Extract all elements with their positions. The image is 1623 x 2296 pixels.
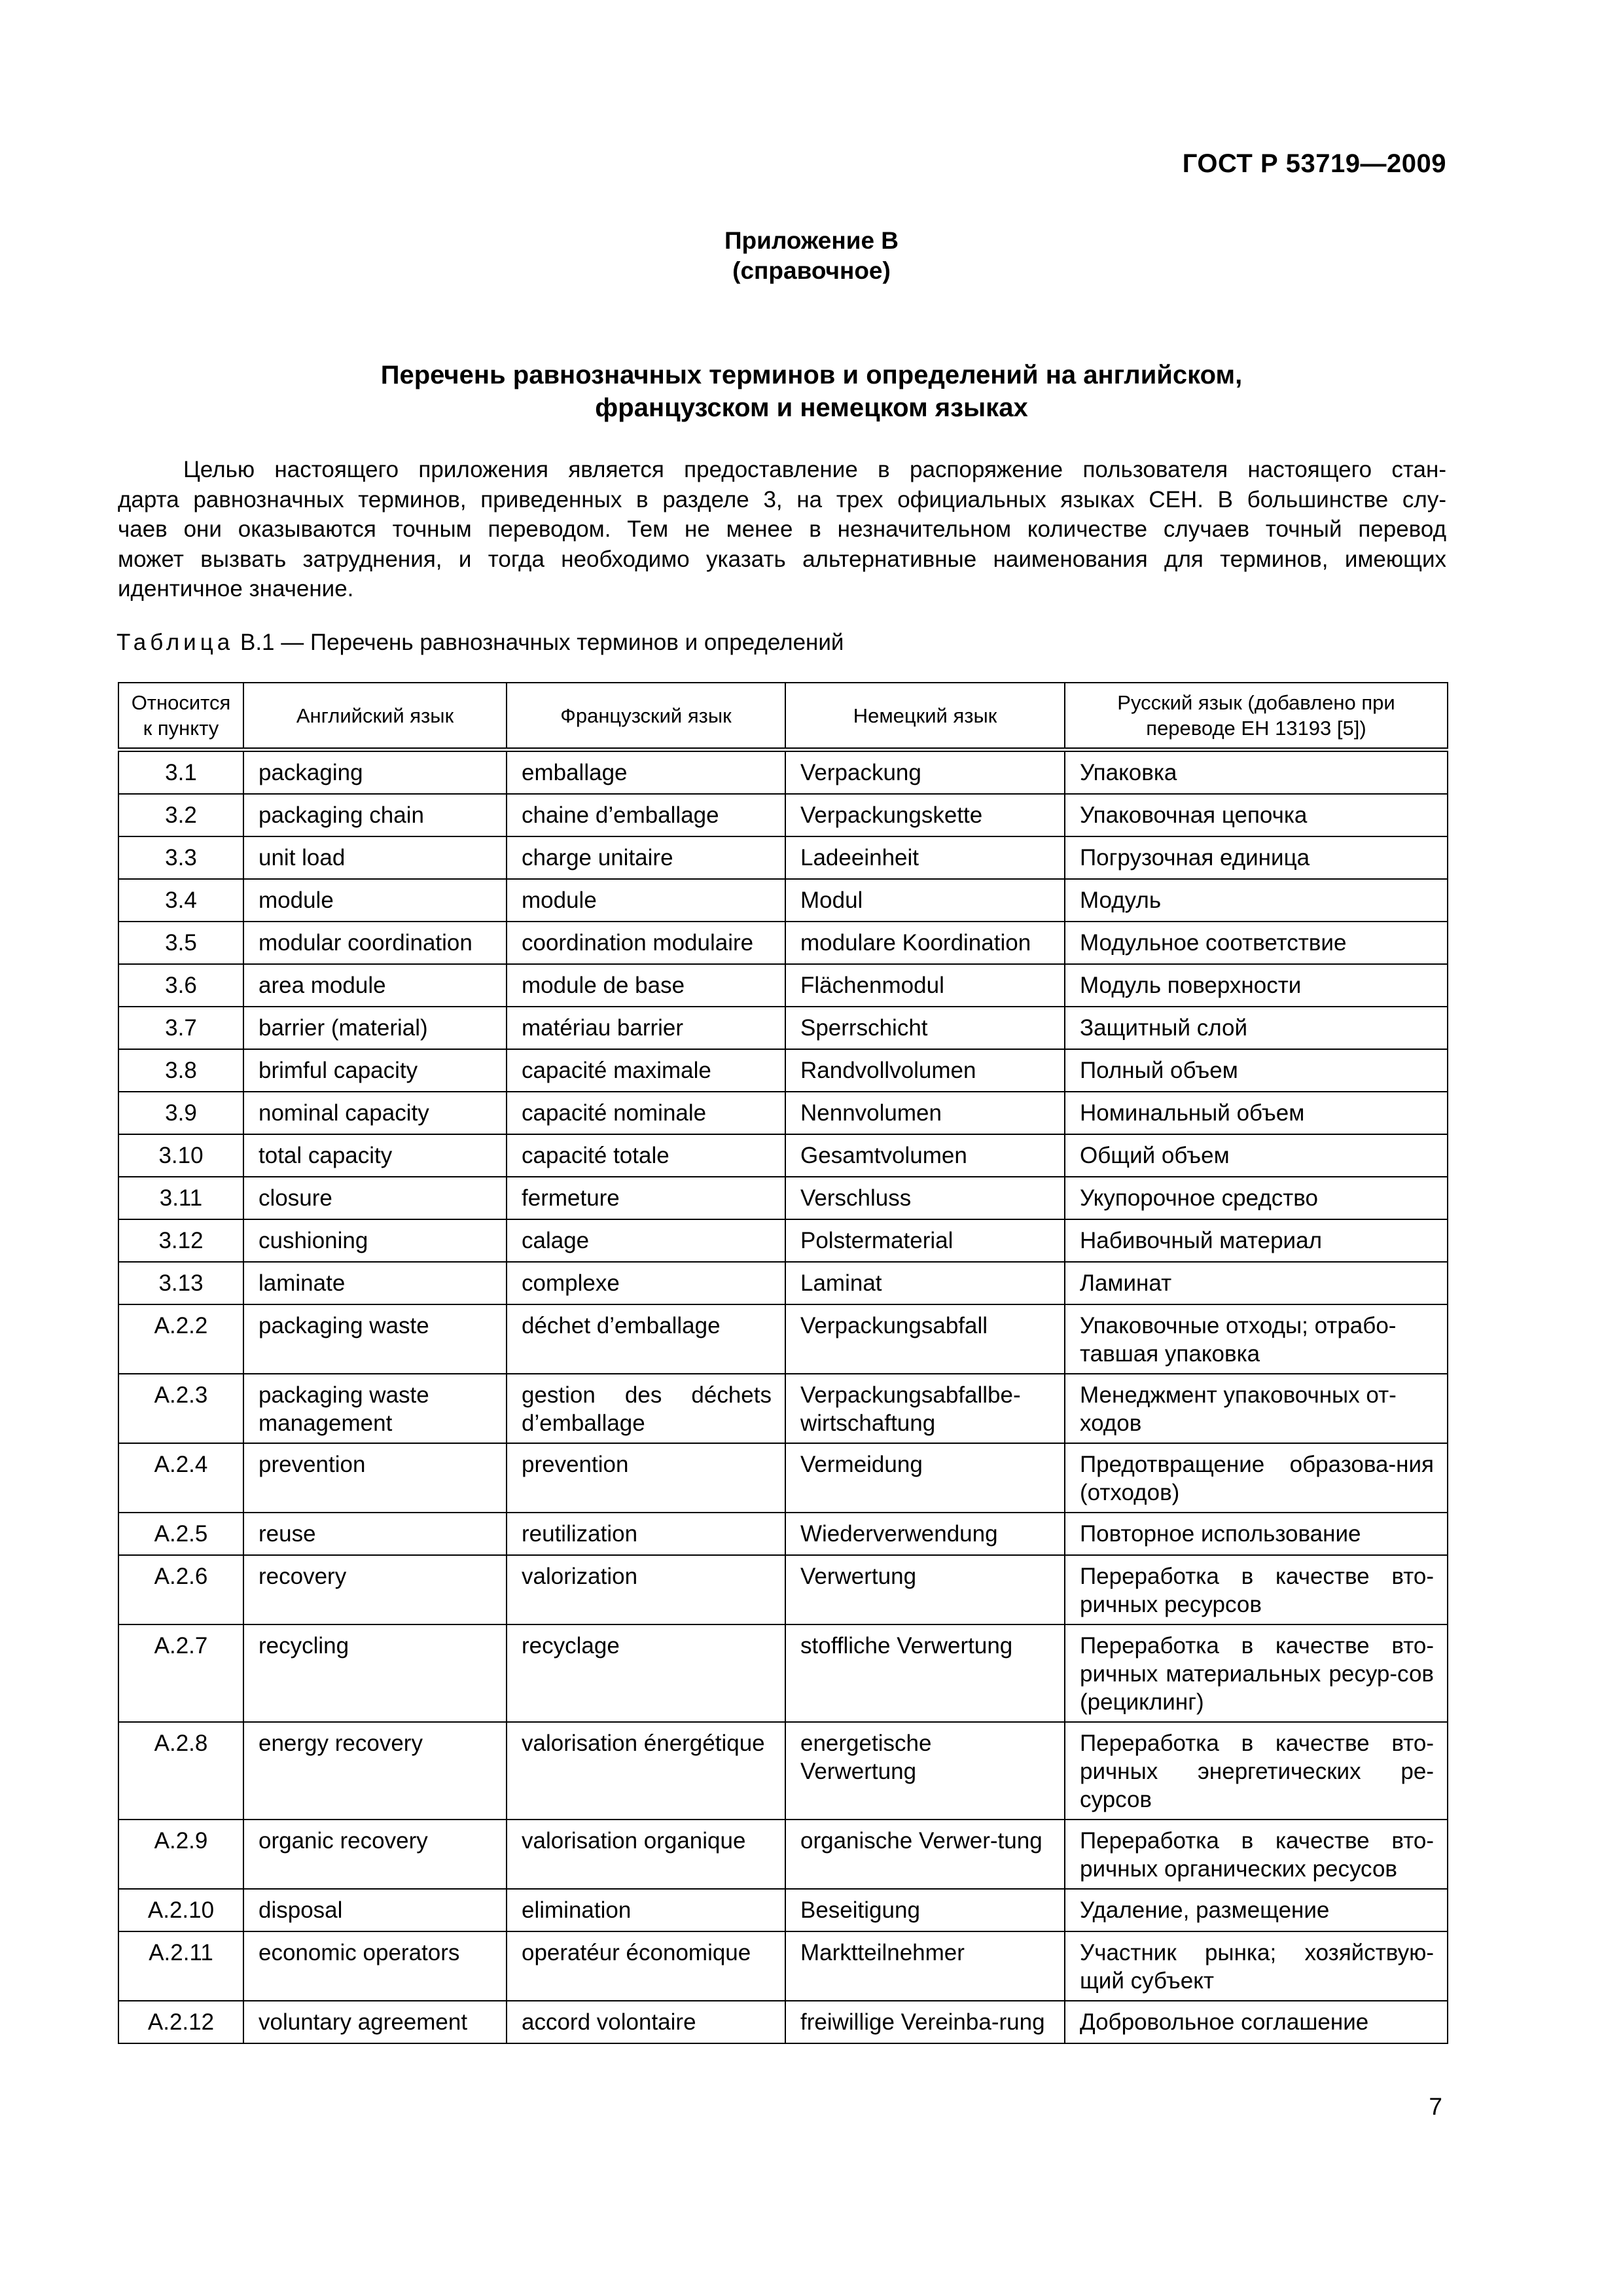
table-row <box>118 1219 1448 1262</box>
cell-russian: Защитный слой <box>1065 1007 1448 1049</box>
table-row <box>118 1624 1448 1722</box>
header-clause: Относится к пункту <box>118 683 243 750</box>
header-french: Французский язык <box>507 683 785 750</box>
cell-french: capacité maximale <box>507 1049 785 1092</box>
cell-english: packaging waste management <box>243 1374 507 1443</box>
cell-clause: А.2.3 <box>118 1374 243 1443</box>
cell-russian: Менеджмент упаковочных от-ходов <box>1065 1374 1448 1443</box>
table-body <box>118 750 1448 2044</box>
cell-clause: А.2.8 <box>118 1722 243 1820</box>
cell-russian: Переработка в качестве вто-ричных энергетических ре-сурсов <box>1065 1722 1448 1820</box>
table-row <box>118 964 1448 1007</box>
cell-russian: Участник рынка; хозяйствую-щий субъект <box>1065 1931 1448 2001</box>
cell-russian: Упаковочная цепочка <box>1065 794 1448 836</box>
cell-english: recovery <box>243 1555 507 1624</box>
table-row <box>118 1049 1448 1092</box>
appendix-kind: (справочное) <box>732 257 891 284</box>
cell-german: energetische Verwertung <box>785 1722 1065 1820</box>
table-row <box>118 1007 1448 1049</box>
cell-russian: Укупорочное средство <box>1065 1177 1448 1219</box>
cell-russian: Модуль поверхности <box>1065 964 1448 1007</box>
cell-clause: 3.4 <box>118 879 243 922</box>
table-row <box>118 1889 1448 1931</box>
cell-russian: Погрузочная единица <box>1065 836 1448 879</box>
cell-clause: А.2.10 <box>118 1889 243 1931</box>
cell-french: module <box>507 879 785 922</box>
cell-french: gestion des déchets d’emballage <box>507 1374 785 1443</box>
cell-english: modular coordination <box>243 922 507 964</box>
cell-german: Vermeidung <box>785 1443 1065 1513</box>
cell-clause: 3.1 <box>118 750 243 795</box>
cell-russian: Переработка в качестве вто-ричных материальных ресур-сов (рециклинг) <box>1065 1624 1448 1722</box>
cell-german: Verpackungskette <box>785 794 1065 836</box>
cell-english: disposal <box>243 1889 507 1931</box>
cell-german: Nennvolumen <box>785 1092 1065 1134</box>
cell-german: Modul <box>785 879 1065 922</box>
table-caption-prefix: Таблица <box>116 630 234 655</box>
table-row <box>118 1134 1448 1177</box>
cell-french: reutilization <box>507 1513 785 1555</box>
cell-english: recycling <box>243 1624 507 1722</box>
cell-german: freiwillige Vereinba-rung <box>785 2001 1065 2043</box>
intro-line: чаев они оказываются точным переводом. Тем не менее в незначительном количестве случаев точный перевод <box>118 516 1446 542</box>
cell-russian: Переработка в качестве вто-ричных ресурсов <box>1065 1555 1448 1624</box>
cell-english: brimful capacity <box>243 1049 507 1092</box>
page-number: 7 <box>1429 2093 1442 2120</box>
cell-clause: А.2.9 <box>118 1820 243 1889</box>
cell-russian: Удаление, размещение <box>1065 1889 1448 1931</box>
cell-russian: Общий объем <box>1065 1134 1448 1177</box>
cell-french: elimination <box>507 1889 785 1931</box>
cell-russian: Полный объем <box>1065 1049 1448 1092</box>
table-row <box>118 1555 1448 1624</box>
cell-clause: 3.5 <box>118 922 243 964</box>
cell-english: packaging waste <box>243 1304 507 1374</box>
cell-russian: Упаковочные отходы; отрабо-тавшая упаковка <box>1065 1304 1448 1374</box>
cell-english: closure <box>243 1177 507 1219</box>
intro-line: идентичное значение. <box>118 576 354 601</box>
cell-english: voluntary agreement <box>243 2001 507 2043</box>
cell-english: energy recovery <box>243 1722 507 1820</box>
cell-clause: 3.2 <box>118 794 243 836</box>
header-german: Немецкий язык <box>785 683 1065 750</box>
cell-russian: Ламинат <box>1065 1262 1448 1304</box>
standard-designation: ГОСТ Р 53719—2009 <box>1182 149 1446 178</box>
cell-french: chaine d’emballage <box>507 794 785 836</box>
cell-french: valorisation énergétique <box>507 1722 785 1820</box>
cell-russian: Предотвращение образова-ния (отходов) <box>1065 1443 1448 1513</box>
table-row <box>118 1513 1448 1555</box>
cell-english: nominal capacity <box>243 1092 507 1134</box>
table-row <box>118 1092 1448 1134</box>
cell-russian: Повторное использование <box>1065 1513 1448 1555</box>
table-row <box>118 879 1448 922</box>
table-row <box>118 1374 1448 1443</box>
cell-french: recyclage <box>507 1624 785 1722</box>
cell-french: charge unitaire <box>507 836 785 879</box>
cell-german: Wiederverwendung <box>785 1513 1065 1555</box>
cell-clause: А.2.6 <box>118 1555 243 1624</box>
table-caption-text: В.1 — Перечень равнозначных терминов и определений <box>240 630 844 655</box>
cell-russian: Набивочный материал <box>1065 1219 1448 1262</box>
cell-french: fermeture <box>507 1177 785 1219</box>
cell-clause: 3.10 <box>118 1134 243 1177</box>
cell-german: Polstermaterial <box>785 1219 1065 1262</box>
cell-russian: Модульное соответствие <box>1065 922 1448 964</box>
intro-line: дарта равнозначных терминов, приведенных в разделе 3, на трех официальных языках СЕН. В большинстве слу- <box>118 486 1446 512</box>
cell-english: total capacity <box>243 1134 507 1177</box>
cell-russian: Упаковка <box>1065 750 1448 795</box>
cell-german: Ladeeinheit <box>785 836 1065 879</box>
cell-french: module de base <box>507 964 785 1007</box>
appendix-label: Приложение В <box>724 227 899 254</box>
cell-german: modulare Koordination <box>785 922 1065 964</box>
cell-clause: 3.11 <box>118 1177 243 1219</box>
intro-paragraph <box>118 455 1446 604</box>
cell-clause: 3.13 <box>118 1262 243 1304</box>
cell-french: accord volontaire <box>507 2001 785 2043</box>
header-russian: Русский язык (добавлено при переводе ЕН 13193 [5]) <box>1065 683 1448 750</box>
cell-english: laminate <box>243 1262 507 1304</box>
cell-german: Verwertung <box>785 1555 1065 1624</box>
cell-french: coordination modulaire <box>507 922 785 964</box>
cell-english: prevention <box>243 1443 507 1513</box>
cell-french: matériau barrier <box>507 1007 785 1049</box>
cell-german: Gesamtvolumen <box>785 1134 1065 1177</box>
table-row <box>118 1177 1448 1219</box>
cell-german: Verpackung <box>785 750 1065 795</box>
cell-russian: Номинальный объем <box>1065 1092 1448 1134</box>
cell-english: unit load <box>243 836 507 879</box>
cell-english: packaging <box>243 750 507 795</box>
cell-clause: 3.9 <box>118 1092 243 1134</box>
appendix-heading <box>0 226 1623 286</box>
intro-line: может вызвать затруднения, и тогда необходимо указать альтернативные наименования для терминов, имеющих <box>118 546 1446 572</box>
cell-english: barrier (material) <box>243 1007 507 1049</box>
cell-english: reuse <box>243 1513 507 1555</box>
table-row <box>118 794 1448 836</box>
table-row <box>118 836 1448 879</box>
cell-french: emballage <box>507 750 785 795</box>
cell-clause: А.2.11 <box>118 1931 243 2001</box>
table-row <box>118 1931 1448 2001</box>
cell-german: organische Verwer-tung <box>785 1820 1065 1889</box>
cell-french: capacité totale <box>507 1134 785 1177</box>
cell-clause: А.2.2 <box>118 1304 243 1374</box>
cell-english: area module <box>243 964 507 1007</box>
terms-table <box>118 682 1448 2044</box>
table-row <box>118 1443 1448 1513</box>
cell-german: Marktteilnehmer <box>785 1931 1065 2001</box>
cell-english: economic operators <box>243 1931 507 2001</box>
cell-russian: Модуль <box>1065 879 1448 922</box>
table-header-row <box>118 683 1448 750</box>
intro-line: Целью настоящего приложения является предоставление в распоряжение пользователя настоящего стан- <box>183 457 1446 482</box>
cell-german: Randvollvolumen <box>785 1049 1065 1092</box>
cell-english: packaging chain <box>243 794 507 836</box>
cell-clause: 3.8 <box>118 1049 243 1092</box>
cell-french: valorisation organique <box>507 1820 785 1889</box>
cell-french: prevention <box>507 1443 785 1513</box>
cell-clause: 3.6 <box>118 964 243 1007</box>
cell-english: organic recovery <box>243 1820 507 1889</box>
cell-french: complexe <box>507 1262 785 1304</box>
cell-english: module <box>243 879 507 922</box>
cell-german: stoffliche Verwertung <box>785 1624 1065 1722</box>
cell-german: Beseitigung <box>785 1889 1065 1931</box>
table-caption <box>116 630 844 656</box>
title-line-1: Перечень равнозначных терминов и определений на английском, <box>380 361 1243 389</box>
cell-german: Sperrschicht <box>785 1007 1065 1049</box>
cell-french: capacité nominale <box>507 1092 785 1134</box>
cell-french: déchet d’emballage <box>507 1304 785 1374</box>
table-row <box>118 922 1448 964</box>
cell-clause: А.2.7 <box>118 1624 243 1722</box>
title-line-2: французском и немецком языках <box>595 393 1028 422</box>
table-row <box>118 2001 1448 2043</box>
cell-german: Verpackungsabfall <box>785 1304 1065 1374</box>
header-english: Английский язык <box>243 683 507 750</box>
cell-russian: Добровольное соглашение <box>1065 2001 1448 2043</box>
document-title <box>0 359 1623 424</box>
cell-german: Verschluss <box>785 1177 1065 1219</box>
table-row <box>118 1722 1448 1820</box>
table-row <box>118 1262 1448 1304</box>
cell-french: calage <box>507 1219 785 1262</box>
cell-clause: 3.3 <box>118 836 243 879</box>
table-row <box>118 750 1448 795</box>
cell-german: Laminat <box>785 1262 1065 1304</box>
cell-french: valorization <box>507 1555 785 1624</box>
cell-german: Flächenmodul <box>785 964 1065 1007</box>
cell-german: Verpackungsabfallbe-wirtschaftung <box>785 1374 1065 1443</box>
cell-french: operatéur économique <box>507 1931 785 2001</box>
cell-clause: А.2.12 <box>118 2001 243 2043</box>
table-row <box>118 1820 1448 1889</box>
table-row <box>118 1304 1448 1374</box>
cell-clause: А.2.5 <box>118 1513 243 1555</box>
cell-clause: 3.7 <box>118 1007 243 1049</box>
cell-russian: Переработка в качестве вто-ричных органических ресусов <box>1065 1820 1448 1889</box>
cell-english: cushioning <box>243 1219 507 1262</box>
cell-clause: А.2.4 <box>118 1443 243 1513</box>
cell-clause: 3.12 <box>118 1219 243 1262</box>
